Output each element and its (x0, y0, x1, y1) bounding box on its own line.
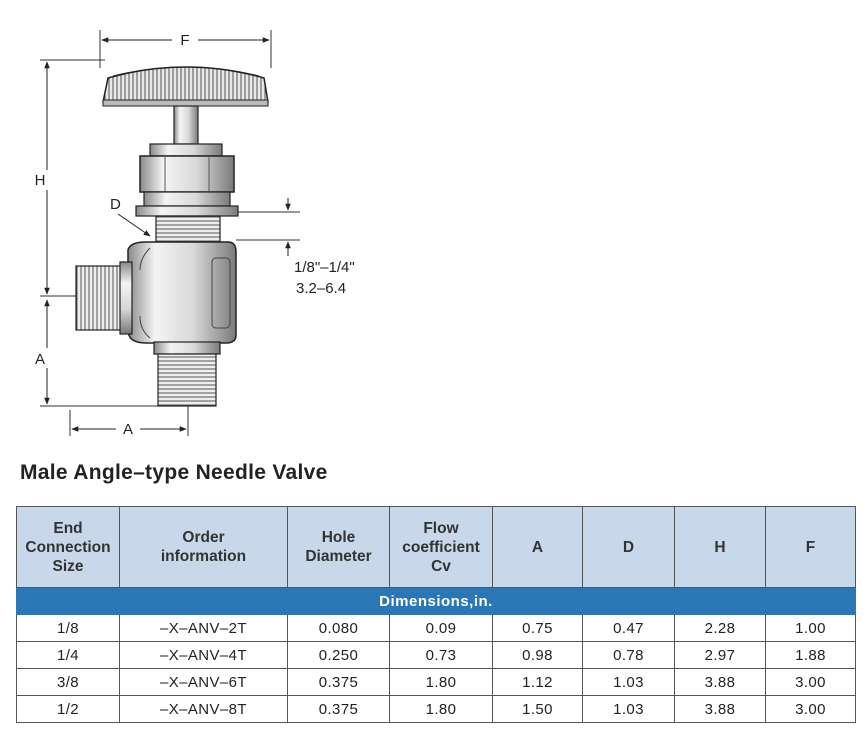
cell-h: 3.88 (675, 696, 766, 723)
cell-order: –X–ANV–4T (120, 642, 288, 669)
dim-label-a-horizontal: A (122, 421, 134, 438)
table-row (17, 669, 856, 696)
cell-cv: 0.73 (390, 642, 493, 669)
cell-f: 3.00 (766, 696, 856, 723)
cell-size: 1/8 (17, 615, 120, 642)
header-f: F (766, 507, 856, 588)
dimensions-table (16, 506, 856, 723)
valve-stem (174, 106, 198, 144)
cell-d: 1.03 (583, 696, 675, 723)
panel-thickness-mm-label: 3.2–6.4 (296, 280, 347, 297)
table-header-row (17, 507, 856, 588)
cell-cv: 1.80 (390, 669, 493, 696)
cell-f: 1.00 (766, 615, 856, 642)
cell-d: 1.03 (583, 669, 675, 696)
packing-nut (140, 144, 234, 206)
cell-size: 1/2 (17, 696, 120, 723)
cell-d: 0.78 (583, 642, 675, 669)
bottom-male-thread (154, 342, 220, 406)
dim-label-d: D (110, 196, 121, 213)
dim-label-a-vertical: A (34, 351, 46, 368)
units-band: Dimensions,in. (17, 588, 856, 615)
cell-h: 3.88 (675, 669, 766, 696)
units-band-row (17, 588, 856, 615)
panel-nut (136, 206, 238, 242)
cell-cv: 1.80 (390, 696, 493, 723)
valve-dimension-drawing (0, 0, 420, 450)
cell-hole-diameter: 0.250 (288, 642, 390, 669)
cell-a: 0.75 (493, 615, 583, 642)
cell-d: 0.47 (583, 615, 675, 642)
cell-a: 1.50 (493, 696, 583, 723)
table-row (17, 642, 856, 669)
cell-size: 3/8 (17, 669, 120, 696)
valve-body (128, 242, 236, 343)
cell-a: 1.12 (493, 669, 583, 696)
header-d: D (583, 507, 675, 588)
cell-hole-diameter: 0.080 (288, 615, 390, 642)
cell-hole-diameter: 0.375 (288, 669, 390, 696)
header-flow-coefficient: Flow coefficient Cv (390, 507, 493, 588)
panel-thickness-inch-label: 1/8"–1/4" (294, 259, 355, 276)
section-title: Male Angle–type Needle Valve (20, 461, 328, 484)
cell-h: 2.28 (675, 615, 766, 642)
cell-order: –X–ANV–2T (120, 615, 288, 642)
cell-order: –X–ANV–6T (120, 669, 288, 696)
cell-f: 3.00 (766, 669, 856, 696)
dim-label-h: H (34, 172, 46, 189)
cell-order: –X–ANV–8T (120, 696, 288, 723)
cell-a: 0.98 (493, 642, 583, 669)
table-row (17, 696, 856, 723)
cell-size: 1/4 (17, 642, 120, 669)
dim-label-f: F (180, 32, 190, 49)
cell-f: 1.88 (766, 642, 856, 669)
table-row (17, 615, 856, 642)
header-end-connection-size: End Connection Size (17, 507, 120, 588)
header-hole-diameter: Hole Diameter (288, 507, 390, 588)
cell-hole-diameter: 0.375 (288, 696, 390, 723)
cell-h: 2.97 (675, 642, 766, 669)
valve-handle (103, 67, 268, 106)
header-h: H (675, 507, 766, 588)
cell-cv: 0.09 (390, 615, 493, 642)
header-order-information: Order information (120, 507, 288, 588)
header-a: A (493, 507, 583, 588)
side-male-thread (76, 262, 132, 334)
